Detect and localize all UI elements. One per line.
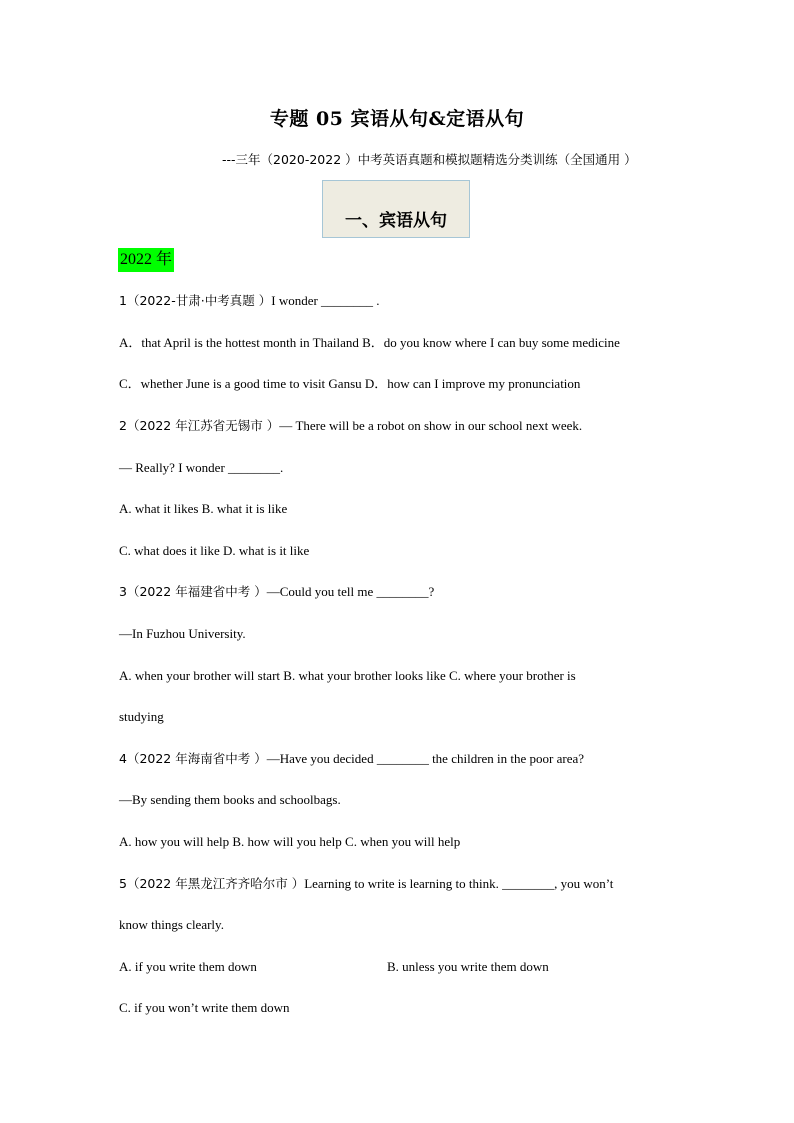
section-title: 一、宾语从句 [345, 211, 447, 231]
question-2-options-line1: A. what it likes B. what it is like [119, 501, 288, 516]
question-1-options-line2: C．whether June is a good time to visit Gansu D．how can I improve my pronunciation [119, 376, 581, 391]
question-1-options-line1: A．that April is the hottest month in Thailand B．do you know where I can buy some medicine [119, 335, 620, 350]
page-title: 专题 05 宾语从句&定语从句 [269, 108, 525, 130]
question-2-source: 2（2022 年江苏省无锡市 ） [119, 418, 280, 433]
page-subtitle: ---三年（2020-2022 ）中考英语真题和模拟题精选分类训练（全国通用 ） [222, 152, 637, 167]
question-4-stem [119, 750, 584, 768]
question-3-options-line2: studying [119, 709, 164, 724]
question-5-option-b: B. unless you write them down [387, 959, 549, 974]
question-2-text: — There will be a robot on show in our school next week. [279, 418, 583, 433]
question-2-options-line2: C. what does it like D. what is it like [119, 543, 310, 558]
question-3-stem [119, 583, 434, 601]
question-3-source: 3（2022 年福建省中考 ） [119, 584, 267, 599]
question-1-stem [119, 292, 380, 310]
question-5-option-c: C. if you won’t write them down [119, 1000, 290, 1015]
question-2-stem [119, 417, 582, 435]
question-3-stem-line2: —In Fuzhou University. [119, 626, 246, 641]
question-5-stem [119, 875, 613, 893]
question-4-source: 4（2022 年海南省中考 ） [119, 751, 267, 766]
year-tag: 2022 年 [118, 248, 174, 272]
question-5-option-a: A. if you write them down [119, 959, 257, 974]
question-5-text: Learning to write is learning to think. ________, you won’t [304, 876, 614, 891]
question-3-options-line1: A. when your brother will start B. what your brother looks like C. where your brother is [119, 668, 576, 683]
question-1-source: 1（2022-甘肃·中考真题 ） [119, 293, 272, 308]
question-1-text: I wonder ________ . [271, 293, 380, 308]
question-4-stem-line2: —By sending them books and schoolbags. [119, 792, 341, 807]
question-4-text: —Have you decided ________ the children in the poor area? [266, 751, 585, 766]
section-heading-box [322, 180, 470, 238]
question-2-stem-line2: — Really? I wonder ________. [119, 460, 284, 475]
question-5-source: 5（2022 年黑龙江齐齐哈尔市 ） [119, 876, 305, 891]
question-4-options-line1: A. how you will help B. how will you help C. when you will help [119, 834, 461, 849]
question-3-text: —Could you tell me ________? [266, 584, 435, 599]
question-5-stem-line2: know things clearly. [119, 917, 224, 932]
